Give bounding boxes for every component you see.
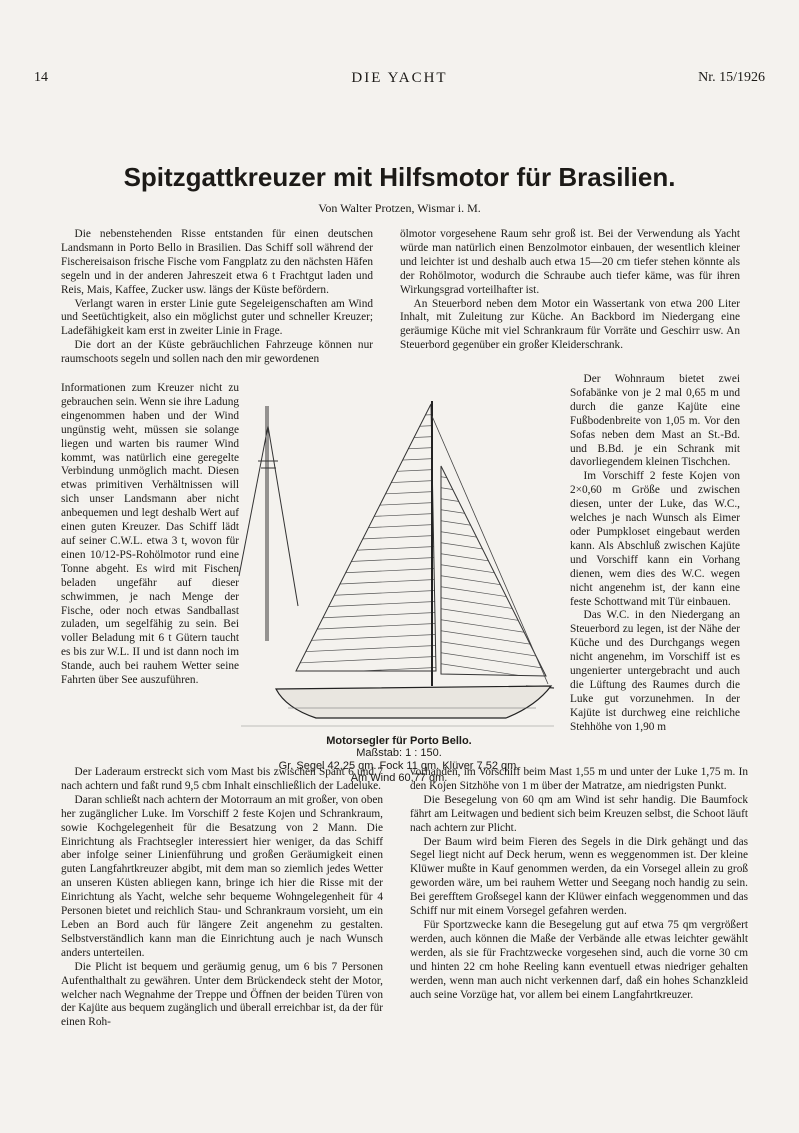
paragraph: Die Besegelung von 60 qm am Wind ist sehr handig. Die Baumfock fährt am Leitwagen und bedient sich beim Kreuzen selbst, die Schoot läuft nach achtern zur Plicht. [410,793,748,834]
page-number: 14 [34,70,48,85]
text-left-top [61,228,373,367]
mainsail-seam [276,502,446,510]
mainsail-seam [276,634,446,642]
paragraph: Informationen zum Kreuzer nicht zu gebrauchen sein. Wenn sie ihre Ladung eingenommen haben und der Wind ungünstig weht, müssen sie solange liegen und warten bis raumer Wind kommt, was natürlich eine geregelte Verbindung unmöglich macht. Diesen etwas primitiven Verhältnissen will sich unser Landsmann aber nicht anbequemen und legt deshalb Wert auf einen guten Kreuzer. Das Schiff lädt auf seiner C.W.L. etwa 3 t, wovon für einen 10/12-PS-Rohölmotor rund eine Tonne abgeht. Es wird mit Fischen beladen ungefähr auf dieser schwimmen, je nach Menge der Fische, oder noch etwas Sandballast zuladen, um segelfähig zu sein. Bei voller Beladung mit 6 t Gütern taucht es bis zur W.L. II und ist dann noch im Stande, auch bei rauhem Wetter seine Fahrten über See auszuführen. [61,382,239,687]
mainsail [276,414,446,675]
mainsail-seam [276,469,446,477]
caption-sail-areas: Gr. Segel 42,25 qm. Fock 11 qm. Klüver 7,52 qm. [278,759,520,772]
mainsail-seam [276,491,446,499]
sail-plan-drawing [236,386,556,732]
mainsail-seam [276,546,446,554]
paragraph: Der Baum wird beim Fieren des Segels in die Dirk gehängt und das Segel liegt nicht auf Deck herum, wenn es weggenommen ist. Der kleine Klüwer mußte in Kauf genommen werden, da ein Vorsegel allein zu groß geworden wäre, um bei rauhem Wetter und Seegang noch handig zu sein. Bei gerefftem Großsegel kann der Klüwer einfach weggenommen und das Schiff nur mit einem Vorsegel gefahren werden. [410,835,748,918]
mainsail-seam [276,568,446,576]
mainsail-seam [276,645,446,653]
article-byline: Von Walter Protzen, Wismar i. M. [318,201,481,215]
hull [276,686,551,718]
jib-seam [436,531,556,549]
mainsail-seam [276,601,446,609]
mainsail-seam [276,458,446,466]
mainsail-seam [276,447,446,455]
jib-seam [436,630,556,648]
jib-seam [436,498,556,516]
paragraph: An Steuerbord neben dem Motor ein Wassertank von etwa 200 Liter Inhalt, mit Zuleitung zur Küche. An Backbord im Niedergang eine geräumige Küche mit viel Schrankraum für Vorräte und Geschirr usw. An Steuerbord gegenüber ein großer Kleiderschrank. [400,297,740,352]
text-right-bottom [410,766,748,1002]
jib-seam [436,564,556,582]
mainsail-seam [276,414,446,422]
mainsail-seam [276,436,446,444]
paragraph: Daran schließt nach achtern der Motorraum an mit großer, von oben her zugänglicher Luke. Im Vorschiff 2 feste Kojen und Schrankraum, sowie Kochgelegenheit für die Besatzung von 2 Mann. Die Einrichtung als Frachtsegler interessiert hier weniger, da das Schiff aber infolge seiner Linienführung und großen Geräumigkeit einen guten Langfahrtkreuzer abgibt, mit dem man so ziemlich jedes Wetter an unseren Küsten abliegen kann, bringe ich hier die Risse mit der Einrichtung als Yacht, welche sehr bequeme Wohngelegenheit für 4 Personen bietet und reichlich Stau- und Schrankraum vorsieht, um ein Leben an Bord auch für längere Zeit angenehm zu gestalten. Selbstverständlich kann man die Einrichtung auch je nach Wunsch anders unterteilen. [61,793,383,959]
jib-seam [436,520,556,538]
jib-seam [436,586,556,604]
paragraph: Das W.C. in den Niedergang an Steuerbord zu legen, ist der Nähe der Küche und des Durchgangs wegen nicht angenehm, im Vorschiff ist es ungenierter untergebracht und auch die Lüftung des Raumes durch die Luke gut vorzunehmen. In der Kajüte ist durchweg eine reichliche Stehhöhe von 1,90 m [570,609,740,733]
paragraph: Der Wohnraum bietet zwei Sofabänke von je 2 mal 0,65 m und durch die ganze Kajüte eine Fußbodenbreite von 1,05 m. Vor den Sofas neben dem Mast an St.-Bd. und B.Bd. je ein Schrank mit davorliegendem kleinen Tischchen. [570,373,740,469]
forestay [432,416,548,684]
magazine-title: DIE YACHT [351,70,448,86]
mainsail-seam [276,557,446,565]
jib-seam [436,509,556,527]
mast-elevation-drawing [239,406,298,641]
article-title: Spitzgattkreuzer mit Hilfsmotor für Brasilien. [123,162,676,192]
text-right-top [400,228,740,353]
caption-total-area: Am Wind 60,77 qm. [350,772,448,785]
caption-scale: Maßstab: 1 : 150. [356,747,442,760]
jib [436,476,556,703]
text-left-bottom [61,766,383,1030]
mainsail-seam [276,590,446,598]
mainsail-seam [276,612,446,620]
mainsail-seam [276,425,446,433]
mainsail-seam [276,480,446,488]
mainsail-seam [276,579,446,587]
caption-title: Motorsegler für Porto Bello. [326,735,472,747]
issue-number: Nr. 15/1926 [698,70,765,85]
jib-seam [436,663,556,681]
paragraph: Der Laderaum erstreckt sich vom Mast bis zwischen Spant 6 und 7 nach achtern und faßt rund 9,5 cbm Inhalt einschließlich der Ladeluke. [61,766,383,792]
paragraph: Die Plicht ist bequem und geräumig genug, um 6 bis 7 Personen Aufenthalthalt zu gewähren. Unter dem Brückendeck steht der Motor, welcher nach Wegnahme der Treppe und Öffnen der beiden Türen von der Kajüte aus bequem zugänglich und überall erreichbar ist, da der für einen Roh- [61,960,383,1029]
jib-seam [436,619,556,637]
mainsail-seam [276,623,446,631]
jib-seam [436,542,556,560]
mainsail-seam [276,513,446,521]
jib-seam [436,608,556,626]
jib-outline [441,466,546,676]
text-left-narrow [61,382,239,688]
paragraph: ölmotor vorgesehene Raum sehr groß ist. Bei der Verwendung als Yacht würde man natürlich einen Benzolmotor einbauen, der wesentlich kleiner und leichter ist und deshalb auch etwa 15—20 cm tiefer stehen könnte als der Rohölmotor, wodurch die Schraube auch tiefer käme, was für ihren Wirkungsgrad vorteilhafter ist. [400,228,740,296]
jib-seam [436,575,556,593]
text-right-narrow [570,373,740,735]
paragraph: Die nebenstehenden Risse entstanden für einen deutschen Landsmann in Porto Bello in Brasilien. Das Schiff soll während der Fischereisaison frische Fische vom Fangplatz zu den nächsten Häfen segeln und in der anderen Jahreszeit etwa 6 t Frachtgut laden und Reis, Mais, Kaffee, Zucker usw. längs der Küste befördern. [61,228,373,296]
jib-seam [436,487,556,505]
jib-seam [436,597,556,615]
mainsail-outline [296,404,436,671]
mainsail-seam [276,524,446,532]
paragraph: Die dort an der Küste gebräuchlichen Fahrzeuge können nur raumschoots segeln und sollen nach den mir gewordenen [61,339,373,366]
paragraph: Verlangt waren in erster Linie gute Segeleigenschaften am Wind und Seetüchtigkeit, also ein möglichst guter und schneller Kreuzer; Ladefähigkeit kam erst in zweiter Linie in Frage. [61,297,373,338]
jib-seam [436,553,556,571]
jib-seam [436,641,556,659]
paragraph: Im Vorschiff 2 feste Kojen von 2×0,60 m Größe und zwischen diesen, unter der Luke, das W.C., welches je nach Wunsch als Eimer oder Pumpkloset eingebaut werden kann. Als Abschluß zwischen Kajüte und Vorschiff kann ein Vorhang dienen, wem dies des W.C. wegen nicht angenehm ist, der kann eine feste Schottwand mit Tür einbauen. [570,470,740,608]
paragraph: Für Sportzwecke kann die Besegelung gut auf etwa 75 qm vergrößert werden, auch können die Maße der Verbände alle etwas leichter gewählt werden, als sie für Frachtzwecke vorgesehen sind, auch die vorne 30 cm und hinten 22 cm hohe Reeling kann eventuell etwas niedriger gehalten werden, wenn man auch nicht verkennen darf, daß ein hohes Schanzkleid auch seine Vorzüge hat, vor allem bei einem Langfahrtkreuzer. [410,918,748,1001]
paragraph: vorhanden, im Vorschiff beim Mast 1,55 m und unter der Luke 1,75 m. In den Kojen Sitzhöhe von 1 m über der Matratze, am niedrigsten Punkt. [410,766,748,792]
